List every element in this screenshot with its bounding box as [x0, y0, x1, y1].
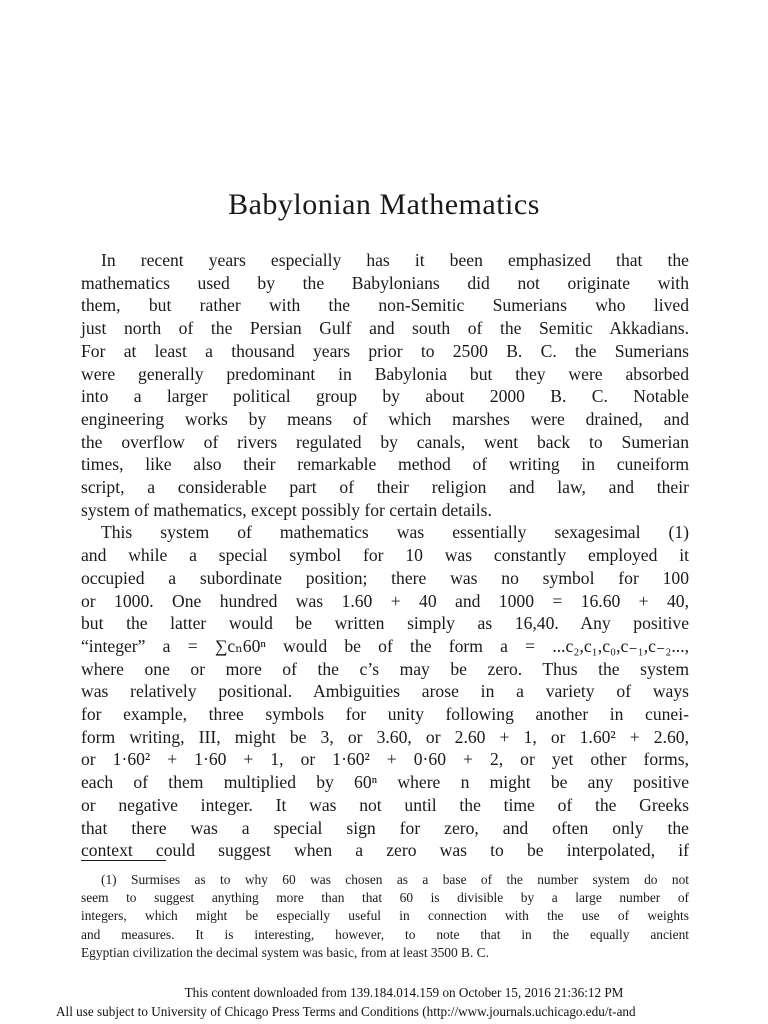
body-line: This system of mathematics was essentially sexagesimal (1): [101, 522, 689, 543]
body-line: form writing, III, might be 3, or 3.60, or 2.60 + 1, or 1.60² + 2.60,: [81, 726, 689, 747]
body-line: script, a considerable part of their religion and law, and their: [81, 477, 689, 498]
footnote-line: integers, which might be especially useful in connection with the use of weights: [81, 908, 689, 924]
body-line: “integer” a = ∑cₙ60ⁿ would be of the form a = ...c₂,c₁,c₀,c₋₁,c₋₂...,: [81, 635, 689, 656]
body-line: occupied a subordinate position; there was no symbol for 100: [81, 567, 689, 588]
article-title: Babylonian Mathematics: [228, 188, 540, 222]
download-info: This content downloaded from 139.184.014.159 on October 15, 2016 21:36:12 PM: [184, 985, 624, 1000]
footnote-line: Egyptian civilization the decimal system was basic, from at least 3500 B. C.: [81, 944, 489, 960]
body-line: or 1·60² + 1·60 + 1, or 1·60² + 0·60 + 2, or yet other forms,: [81, 749, 689, 770]
footnote-divider: [81, 860, 166, 861]
body-line: the overflow of rivers regulated by canals, went back to Sumerian: [81, 431, 689, 452]
body-line: system of mathematics, except possibly for certain details.: [81, 499, 492, 520]
body-line: For at least a thousand years prior to 2500 B. C. the Sumerians: [81, 340, 689, 361]
body-line: each of them multiplied by 60ⁿ where n might be any positive: [81, 772, 689, 793]
footnote-line: and measures. It is interesting, however, to note that in the equally ancient: [81, 926, 689, 942]
body-line: times, like also their remarkable method of writing in cuneiform: [81, 454, 689, 475]
body-line: into a larger political group by about 2000 B. C. Notable: [81, 386, 689, 407]
body-line: but the latter would be written simply as 16,40. Any positive: [81, 613, 689, 634]
body-line: context could suggest when a zero was to be interpolated, if: [81, 840, 689, 861]
body-line: or negative integer. It was not until the time of the Greeks: [81, 794, 689, 815]
body-line: that there was a special sign for zero, and often only the: [81, 817, 689, 838]
footnote-line: (1) Surmises as to why 60 was chosen as a base of the number system do not: [101, 872, 689, 887]
body-line: were generally predominant in Babylonia but they were absorbed: [81, 363, 689, 384]
body-line: for example, three symbols for unity following another in cunei-: [81, 704, 689, 725]
footnote: [81, 871, 689, 962]
body-line: and while a special symbol for 10 was constantly employed it: [81, 545, 689, 566]
terms-notice: All use subject to University of Chicago Press Terms and Conditions (http://www.journals.uchicago.edu/t-and: [56, 1004, 636, 1019]
body-line: was relatively positional. Ambiguities arose in a variety of ways: [81, 681, 689, 702]
body-line: them, but rather with the non-Semitic Sumerians who lived: [81, 295, 689, 316]
footnote-line: seem to suggest anything more than that 60 is divisible by a large number of: [81, 890, 689, 906]
body-paragraph: [81, 249, 689, 862]
body-line: where one or more of the c’s may be zero. Thus the system: [81, 658, 689, 679]
body-line: In recent years especially has it been emphasized that the: [101, 250, 689, 270]
body-line: mathematics used by the Babylonians did not originate with: [81, 272, 689, 293]
body-line: just north of the Persian Gulf and south of the Semitic Akkadians.: [81, 318, 689, 339]
body-line: or 1000. One hundred was 1.60 + 40 and 1000 = 16.60 + 40,: [81, 590, 689, 611]
body-line: engineering works by means of which marshes were drained, and: [81, 408, 689, 429]
download-notice: [0, 983, 768, 1021]
